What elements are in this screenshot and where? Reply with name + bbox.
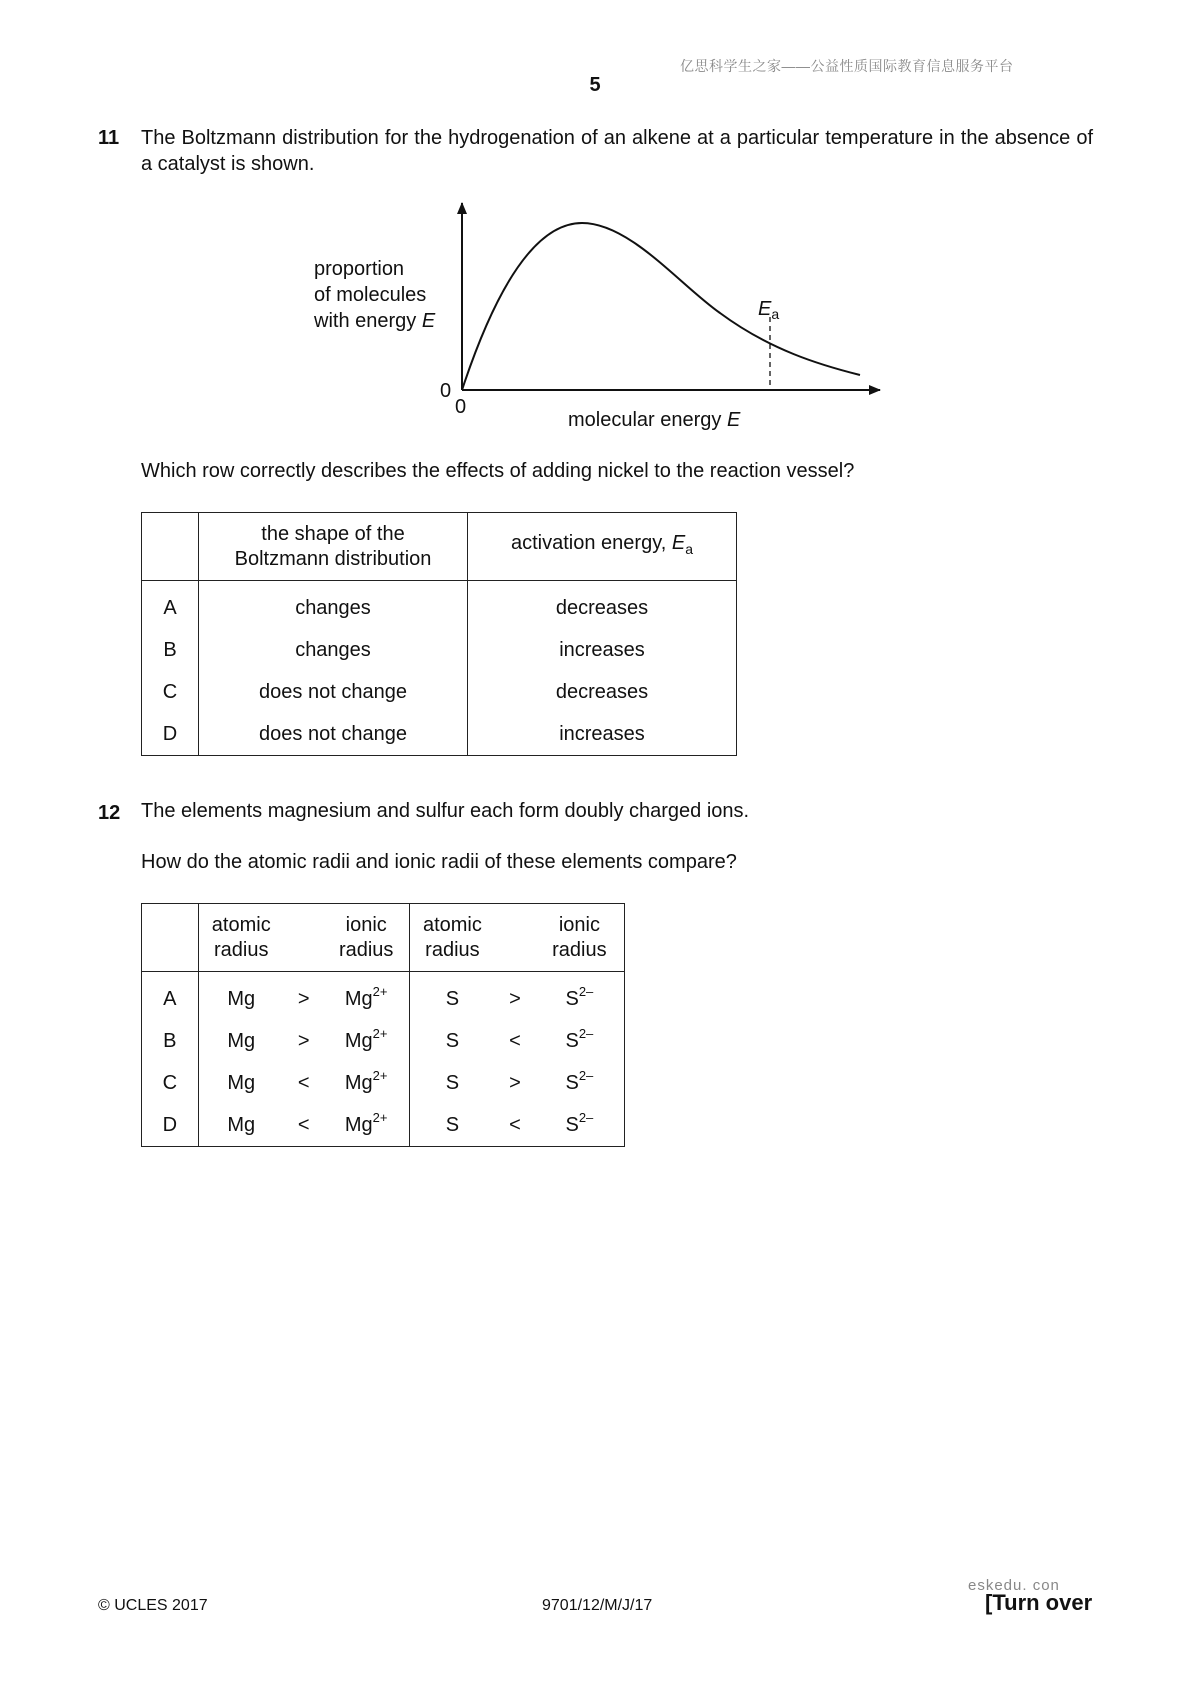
x-axis-label: molecular energy E	[568, 409, 741, 431]
table-row	[142, 581, 737, 630]
question-11-text: The Boltzmann distribution for the hydrogenation of an alkene at a particular temperature in the absence of a catalyst is shown.	[141, 127, 1093, 175]
option-label: C	[142, 671, 199, 713]
shape-cell: changes	[199, 629, 468, 671]
question-12-text: The elements magnesium and sulfur each form doubly charged ions.	[141, 800, 750, 822]
question-12-prompt: How do the atomic radii and ionic radii of these elements compare?	[141, 851, 737, 873]
option-label: D	[142, 713, 199, 756]
mg-ion-cell: $Mg^{2+}$	[324, 1062, 410, 1104]
page-number: 5	[589, 74, 601, 96]
s-atom-cell: S	[445, 987, 460, 1010]
s-comparison-cell: >	[509, 1071, 521, 1094]
shape-cell: does not change	[199, 671, 468, 713]
header-s-atomic-radius: atomic radius	[409, 904, 495, 972]
mg-comparison-cell: <	[297, 1071, 310, 1094]
s-atom-cell: S	[445, 1113, 460, 1136]
table-row	[142, 972, 625, 1021]
question-12-number: 12	[98, 802, 121, 824]
s-comparison-cell: <	[509, 1029, 521, 1052]
header-activation-energy: activation energy, $E_a$	[468, 513, 737, 581]
option-label: C	[142, 1062, 199, 1104]
footer-copyright: © UCLES 2017	[98, 1597, 208, 1614]
footer-paper-code: 9701/12/M/J/17	[542, 1597, 653, 1614]
shape-cell: changes	[199, 581, 468, 630]
ea-label: $E_a$	[758, 298, 780, 322]
question-12-options-table	[141, 903, 625, 1147]
s-comparison-cell: <	[509, 1113, 521, 1136]
y-axis-label-line3: with energy E	[314, 310, 436, 332]
table-row	[142, 1020, 625, 1062]
option-label: B	[142, 629, 199, 671]
s-ion-cell: $S^{2-}$	[565, 1025, 594, 1052]
y-axis-label-line2: of molecules	[314, 284, 427, 306]
header-spacer	[284, 904, 324, 972]
option-label: A	[142, 972, 199, 1021]
table-row	[142, 671, 737, 713]
mg-atom-cell: Mg	[227, 1113, 256, 1136]
mg-comparison-cell: >	[297, 987, 310, 1010]
header-watermark: 亿思科学生之家——公益性质国际教育信息服务平台	[680, 58, 1014, 74]
s-ion-cell: $S^{2-}$	[565, 983, 594, 1010]
header-mg-ionic-radius: ionic radius	[324, 904, 410, 972]
footer-watermark: eskedu. con	[968, 1577, 1060, 1594]
header-spacer	[495, 904, 535, 972]
header-empty-cell	[142, 513, 199, 581]
mg-ion-cell: $Mg^{2+}$	[324, 972, 410, 1021]
mg-comparison-cell: >	[297, 1029, 310, 1052]
mg-atom-cell: Mg	[227, 1071, 256, 1094]
question-11-prompt: Which row correctly describes the effects of adding nickel to the reaction vessel?	[141, 460, 855, 482]
table-row	[142, 1062, 625, 1104]
turn-over-label: [Turn over	[985, 1590, 1093, 1615]
question-11-options-table	[141, 512, 737, 756]
mg-atom-cell: Mg	[227, 1029, 256, 1052]
table-header-row	[142, 904, 625, 972]
mg-comparison-cell: <	[297, 1113, 310, 1136]
table-row	[142, 629, 737, 671]
energy-cell: decreases	[555, 596, 649, 619]
mg-ion-cell: $Mg^{2+}$	[324, 1020, 410, 1062]
table-row	[142, 1104, 625, 1147]
energy-cell: increases	[559, 722, 645, 745]
s-comparison-cell: >	[509, 987, 521, 1010]
y-origin-label: 0	[440, 380, 452, 402]
table-row	[142, 713, 737, 756]
energy-cell: increases	[559, 638, 645, 661]
header-empty-cell	[142, 904, 199, 972]
y-axis-label-line1: proportion	[314, 258, 405, 280]
option-label: B	[142, 1020, 199, 1062]
distribution-curve	[462, 223, 860, 390]
table-header-row	[142, 513, 737, 581]
header-mg-atomic-radius: atomic radius	[198, 904, 284, 972]
question-11-number: 11	[98, 127, 120, 149]
s-ion-cell: $S^{2-}$	[565, 1109, 594, 1136]
option-label: A	[142, 581, 199, 630]
s-atom-cell: S	[445, 1071, 460, 1094]
s-atom-cell: S	[445, 1029, 460, 1052]
shape-cell: does not change	[199, 713, 468, 756]
option-label: D	[142, 1104, 199, 1147]
s-ion-cell: $S^{2-}$	[565, 1067, 594, 1094]
mg-ion-cell: $Mg^{2+}$	[324, 1104, 410, 1147]
header-shape: the shape of the Boltzmann distribution	[199, 513, 468, 581]
mg-atom-cell: Mg	[227, 987, 256, 1010]
header-s-ionic-radius: ionic radius	[535, 904, 625, 972]
boltzmann-distribution-graph	[300, 195, 900, 445]
energy-cell: decreases	[555, 680, 649, 703]
x-origin-label: 0	[455, 396, 467, 418]
